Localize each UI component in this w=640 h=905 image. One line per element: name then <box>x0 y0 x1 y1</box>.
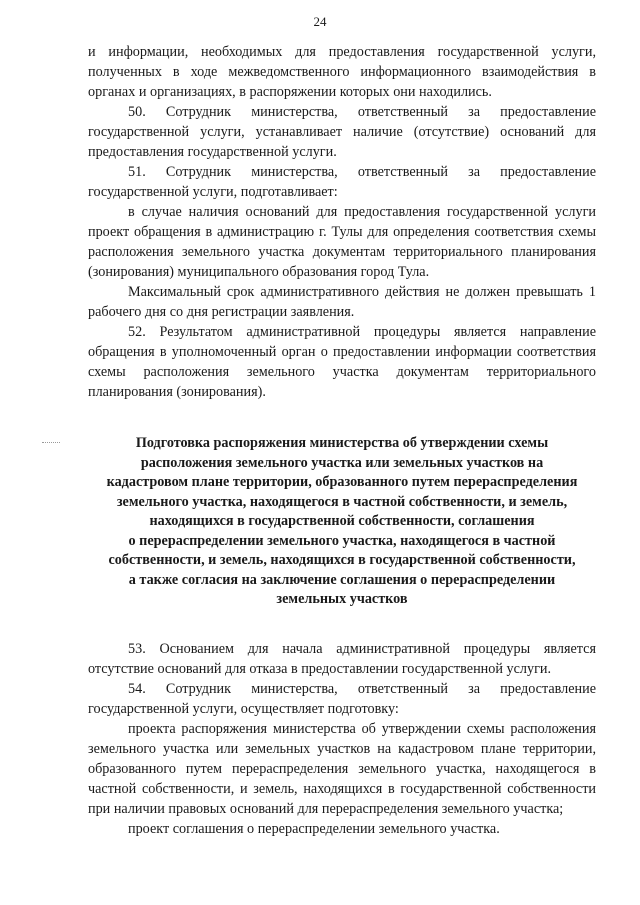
paragraph-54-item-b: проект соглашения о перераспределении земельного участка. <box>128 820 500 837</box>
heading-line: собственности, и земель, находящихся в государственной собственности, <box>108 552 576 568</box>
paragraph-54-item-a: проекта распоряжения министерства об утверждении схемы расположения земельного участка или земельных участков на кадастровом плане территории, образованного путем перераспределения земельного участка, находящегося в частной собственности, и земель, находящихся в государственной собственности при наличии правовых оснований для перераспределения земельного участка; <box>88 720 596 817</box>
heading-line: Подготовка распоряжения министерства об утверждении схемы <box>135 435 549 451</box>
paragraph-max-term: Максимальный срок административного действия не должен превышать 1 рабочего дня со дня регистрации заявления. <box>88 284 596 320</box>
page-number: 24 <box>313 14 327 29</box>
heading-line: а также согласия на заключение соглашения о перераспределении <box>128 571 556 588</box>
paragraph-50: 50. Сотрудник министерства, ответственный за предоставление государственной услуги, устанавливает наличие (отсутствие) оснований для предоставления государственной услуги. <box>88 104 596 160</box>
paragraph-continuation: и информации, необходимых для предоставления государственной услуги, полученных в ходе межведомственного информационного взаимодействия в органах и организациях, в распоряжении которых они находились. <box>88 44 596 100</box>
heading-line: земельных участков <box>276 591 408 607</box>
heading-line: о перераспределении земельного участка, находящегося в частной <box>128 532 556 549</box>
paragraph-51: 51. Сотрудник министерства, ответственный за предоставление государственной услуги, подготавливает: <box>88 164 596 200</box>
heading-line: расположения земельного участка или земельных участков на <box>140 454 544 471</box>
paragraph-51-item: в случае наличия оснований для предоставления государственной услуги проект обращения в администрацию г. Тулы для определения соответствия схемы расположения земельного участка документам территориального планирования (зонирования) муниципального образования город Тула. <box>88 204 596 280</box>
document-body <box>88 42 596 839</box>
margin-mark <box>42 442 60 445</box>
heading-line: земельного участка, находящегося в частной собственности, и земель, <box>116 493 568 510</box>
paragraph-53: 53. Основанием для начала административной процедуры является отсутствие оснований для отказа в предоставлении государственной услуги. <box>88 640 596 677</box>
paragraph-52: 52. Результатом административной процедуры является направление обращения в уполномоченный орган о предоставлении информации соответствия схемы расположения земельного участка документам территориального планирования (зонирования). <box>88 324 596 400</box>
section-heading <box>88 434 596 610</box>
heading-line: кадастровом плане территории, образованного путем перераспределения <box>106 474 578 490</box>
heading-line: находящихся в государственной собственности, соглашения <box>149 513 535 529</box>
paragraph-54: 54. Сотрудник министерства, ответственный за предоставление государственной услуги, осуществляет подготовку: <box>88 680 596 717</box>
